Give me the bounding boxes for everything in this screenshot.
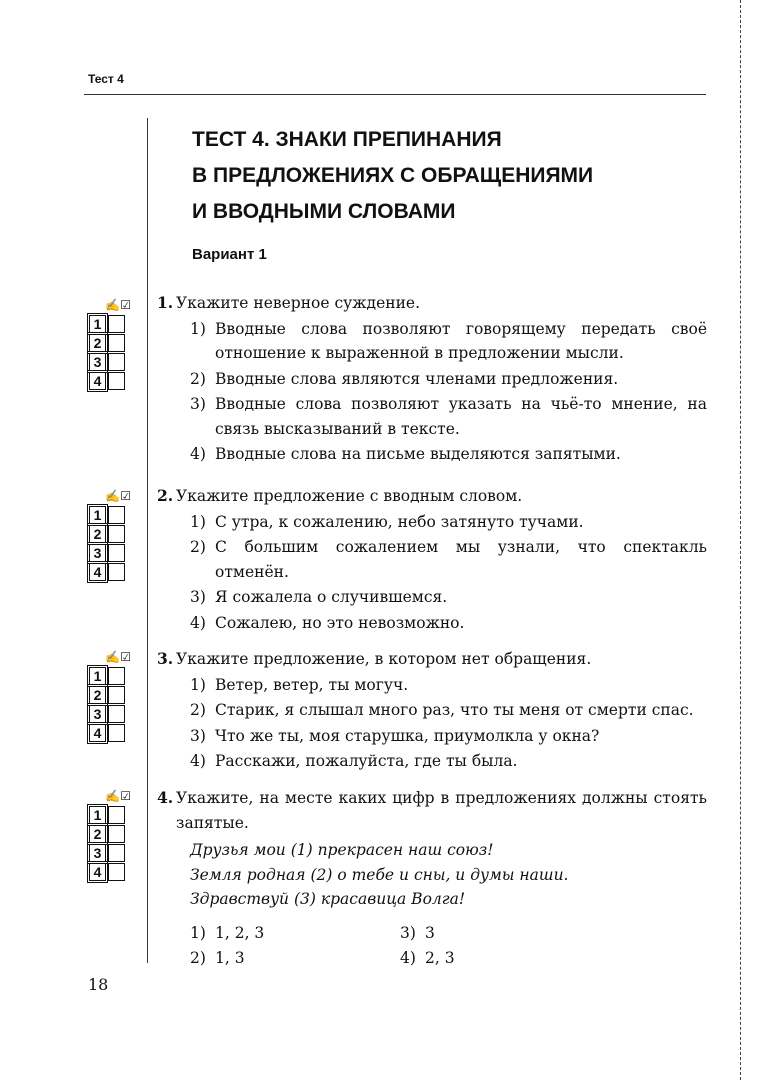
answer-checkbox[interactable] (108, 372, 125, 390)
answer-row (89, 705, 131, 723)
answer-option (190, 510, 707, 535)
answer-number: 1 (89, 806, 106, 824)
option-number: 3) (400, 923, 416, 942)
option-text: Расскажи, пожалуйста, где ты была. (215, 752, 518, 770)
answer-row (89, 525, 131, 543)
answer-number: 3 (89, 705, 106, 723)
pencil-icon: ✍ (105, 650, 121, 664)
answer-option (190, 724, 707, 749)
option-text: Что же ты, моя старушка, приумолкла у окна? (215, 726, 600, 745)
option-number: 4) (190, 445, 206, 463)
option-number: 2) (190, 701, 206, 719)
option-number: 2) (190, 369, 206, 388)
answer-number: 4 (89, 724, 106, 742)
option-number: 1) (190, 512, 206, 531)
answer-checkbox[interactable] (108, 806, 125, 824)
answer-option (190, 317, 707, 366)
option-text: 1, 3 (215, 949, 245, 967)
option-text: 2, 3 (425, 949, 455, 967)
answer-row (89, 686, 131, 704)
answer-box (89, 298, 131, 390)
pencil-icon: ✍ (105, 489, 121, 503)
answer-row (89, 372, 131, 390)
question-number: 1. (157, 293, 174, 312)
answer-option (190, 611, 707, 636)
title-line: В ПРЕДЛОЖЕНИЯХ С ОБРАЩЕНИЯМИ (192, 164, 594, 187)
answer-option (190, 698, 707, 723)
question-text: Укажите предложение, в котором нет обращения. (176, 650, 592, 668)
answer-checkbox[interactable] (108, 686, 125, 704)
answer-number: 4 (89, 563, 106, 581)
option-text: Старик, я слышал много раз, что ты меня от смерти спас. (215, 701, 694, 719)
answer-row (89, 863, 131, 881)
title-line: И ВВОДНЫМИ СЛОВАМИ (192, 200, 456, 223)
option-number: 4) (190, 613, 206, 632)
option-text: Вводные слова позволяют указать на чьё-то мнение, на связь высказываний в тексте. (215, 395, 707, 438)
answer-option (190, 392, 707, 441)
answer-row (89, 544, 131, 562)
answer-box-icons (89, 789, 131, 805)
answer-option (190, 442, 707, 467)
answer-checkbox[interactable] (108, 844, 125, 862)
answer-number: 4 (89, 372, 106, 390)
answer-checkbox[interactable] (108, 334, 125, 352)
page-title (192, 122, 593, 230)
question-text: Укажите предложение с вводным словом. (176, 487, 523, 505)
question-number: 2. (157, 486, 174, 505)
option-text: Вводные слова позволяют говорящему передать своё отношение к выраженной в предложении мысли. (215, 319, 707, 362)
option-text: 1, 2, 3 (215, 923, 265, 942)
variant-heading: Вариант 1 (192, 246, 267, 263)
answer-checkbox[interactable] (108, 825, 125, 843)
answer-checkbox[interactable] (108, 315, 125, 333)
answer-row (89, 844, 131, 862)
answer-checkbox[interactable] (108, 525, 125, 543)
answer-number: 2 (89, 525, 106, 543)
answer-row (89, 334, 131, 352)
question-number: 3. (157, 649, 174, 668)
answer-checkbox[interactable] (108, 724, 125, 742)
answer-number: 1 (89, 667, 106, 685)
answer-row (89, 315, 131, 333)
answer-box-icons (89, 489, 131, 505)
answer-option (190, 585, 707, 610)
options-grid (190, 920, 707, 971)
answer-checkbox[interactable] (108, 705, 125, 723)
answer-box-icons (89, 650, 131, 666)
answer-row (89, 353, 131, 371)
answer-number: 1 (89, 315, 106, 333)
answer-row (89, 825, 131, 843)
checkbox-icon: ☑ (120, 298, 131, 312)
pencil-icon: ✍ (105, 298, 121, 312)
answer-row (89, 563, 131, 581)
answer-number: 2 (89, 686, 106, 704)
answer-option (190, 946, 400, 971)
checkbox-icon: ☑ (120, 789, 131, 803)
page-number: 18 (88, 975, 109, 994)
option-number: 3) (190, 588, 206, 606)
answer-number: 1 (89, 506, 106, 524)
question-1 (157, 291, 707, 467)
question-text: Укажите неверное суждение. (176, 294, 421, 312)
checkbox-icon: ☑ (120, 650, 131, 664)
option-text: Сожалею, но это невозможно. (215, 613, 465, 632)
answer-number: 2 (89, 825, 106, 843)
answer-row (89, 724, 131, 742)
answer-box (89, 489, 131, 581)
answer-box-icons (89, 298, 131, 314)
question-2 (157, 484, 707, 635)
option-text: Вводные слова на письме выделяются запятыми. (215, 445, 621, 463)
question-text: Укажите, на месте каких цифр в предложениях должны стоять запятые. (176, 789, 707, 832)
option-number: 3) (190, 395, 206, 413)
checkbox-icon: ☑ (120, 489, 131, 503)
answer-option (190, 749, 707, 774)
answer-checkbox[interactable] (108, 667, 125, 685)
example-sentence: Земля родная (2) о тебе и сны, и думы наши. (190, 865, 569, 884)
header-rule (84, 94, 706, 95)
answer-number: 3 (89, 353, 106, 371)
answer-box (89, 789, 131, 881)
option-text: Ветер, ветер, ты могуч. (215, 675, 409, 694)
option-number: 2) (190, 949, 206, 967)
answer-checkbox[interactable] (108, 544, 125, 562)
example-sentence: Друзья мои (1) прекрасен наш союз! (190, 841, 494, 859)
answer-number: 3 (89, 544, 106, 562)
option-number: 1) (190, 319, 206, 338)
option-number: 4) (400, 949, 416, 967)
option-number: 1) (190, 675, 206, 694)
answer-checkbox[interactable] (108, 353, 125, 371)
question-4 (157, 786, 707, 971)
pencil-icon: ✍ (105, 789, 121, 803)
answer-row (89, 806, 131, 824)
example-sentence: Здравствуй (3) красавица Волга! (190, 890, 466, 908)
option-text: С утра, к сожалению, небо затянуто тучами. (215, 512, 584, 531)
option-text: С большим сожалением мы узнали, что спектакль отменён. (215, 538, 707, 581)
option-number: 4) (190, 752, 206, 770)
option-text: 3 (425, 923, 435, 942)
answer-option (190, 673, 707, 698)
answer-checkbox[interactable] (108, 563, 125, 581)
cut-line (740, 0, 741, 1080)
running-header: Тест 4 (88, 72, 124, 86)
answer-option (190, 535, 707, 584)
title-line: ТЕСТ 4. ЗНАКИ ПРЕПИНАНИЯ (192, 128, 502, 151)
question-number: 4. (157, 788, 174, 807)
option-number: 2) (190, 538, 206, 556)
option-number: 3) (190, 726, 206, 745)
answer-option (400, 946, 600, 971)
answer-option (190, 921, 400, 946)
question-3 (157, 647, 707, 774)
option-text: Я сожалела о случившемся. (215, 588, 448, 606)
answer-checkbox[interactable] (108, 506, 125, 524)
answer-box (89, 650, 131, 742)
answer-row (89, 506, 131, 524)
option-number: 1) (190, 923, 206, 942)
answer-number: 3 (89, 844, 106, 862)
answer-row (89, 667, 131, 685)
margin-rule (147, 118, 148, 963)
answer-number: 2 (89, 334, 106, 352)
answer-option (190, 367, 707, 392)
answer-number: 4 (89, 863, 106, 881)
answer-option (400, 921, 600, 946)
answer-checkbox[interactable] (108, 863, 125, 881)
option-text: Вводные слова являются членами предложения. (215, 369, 619, 388)
